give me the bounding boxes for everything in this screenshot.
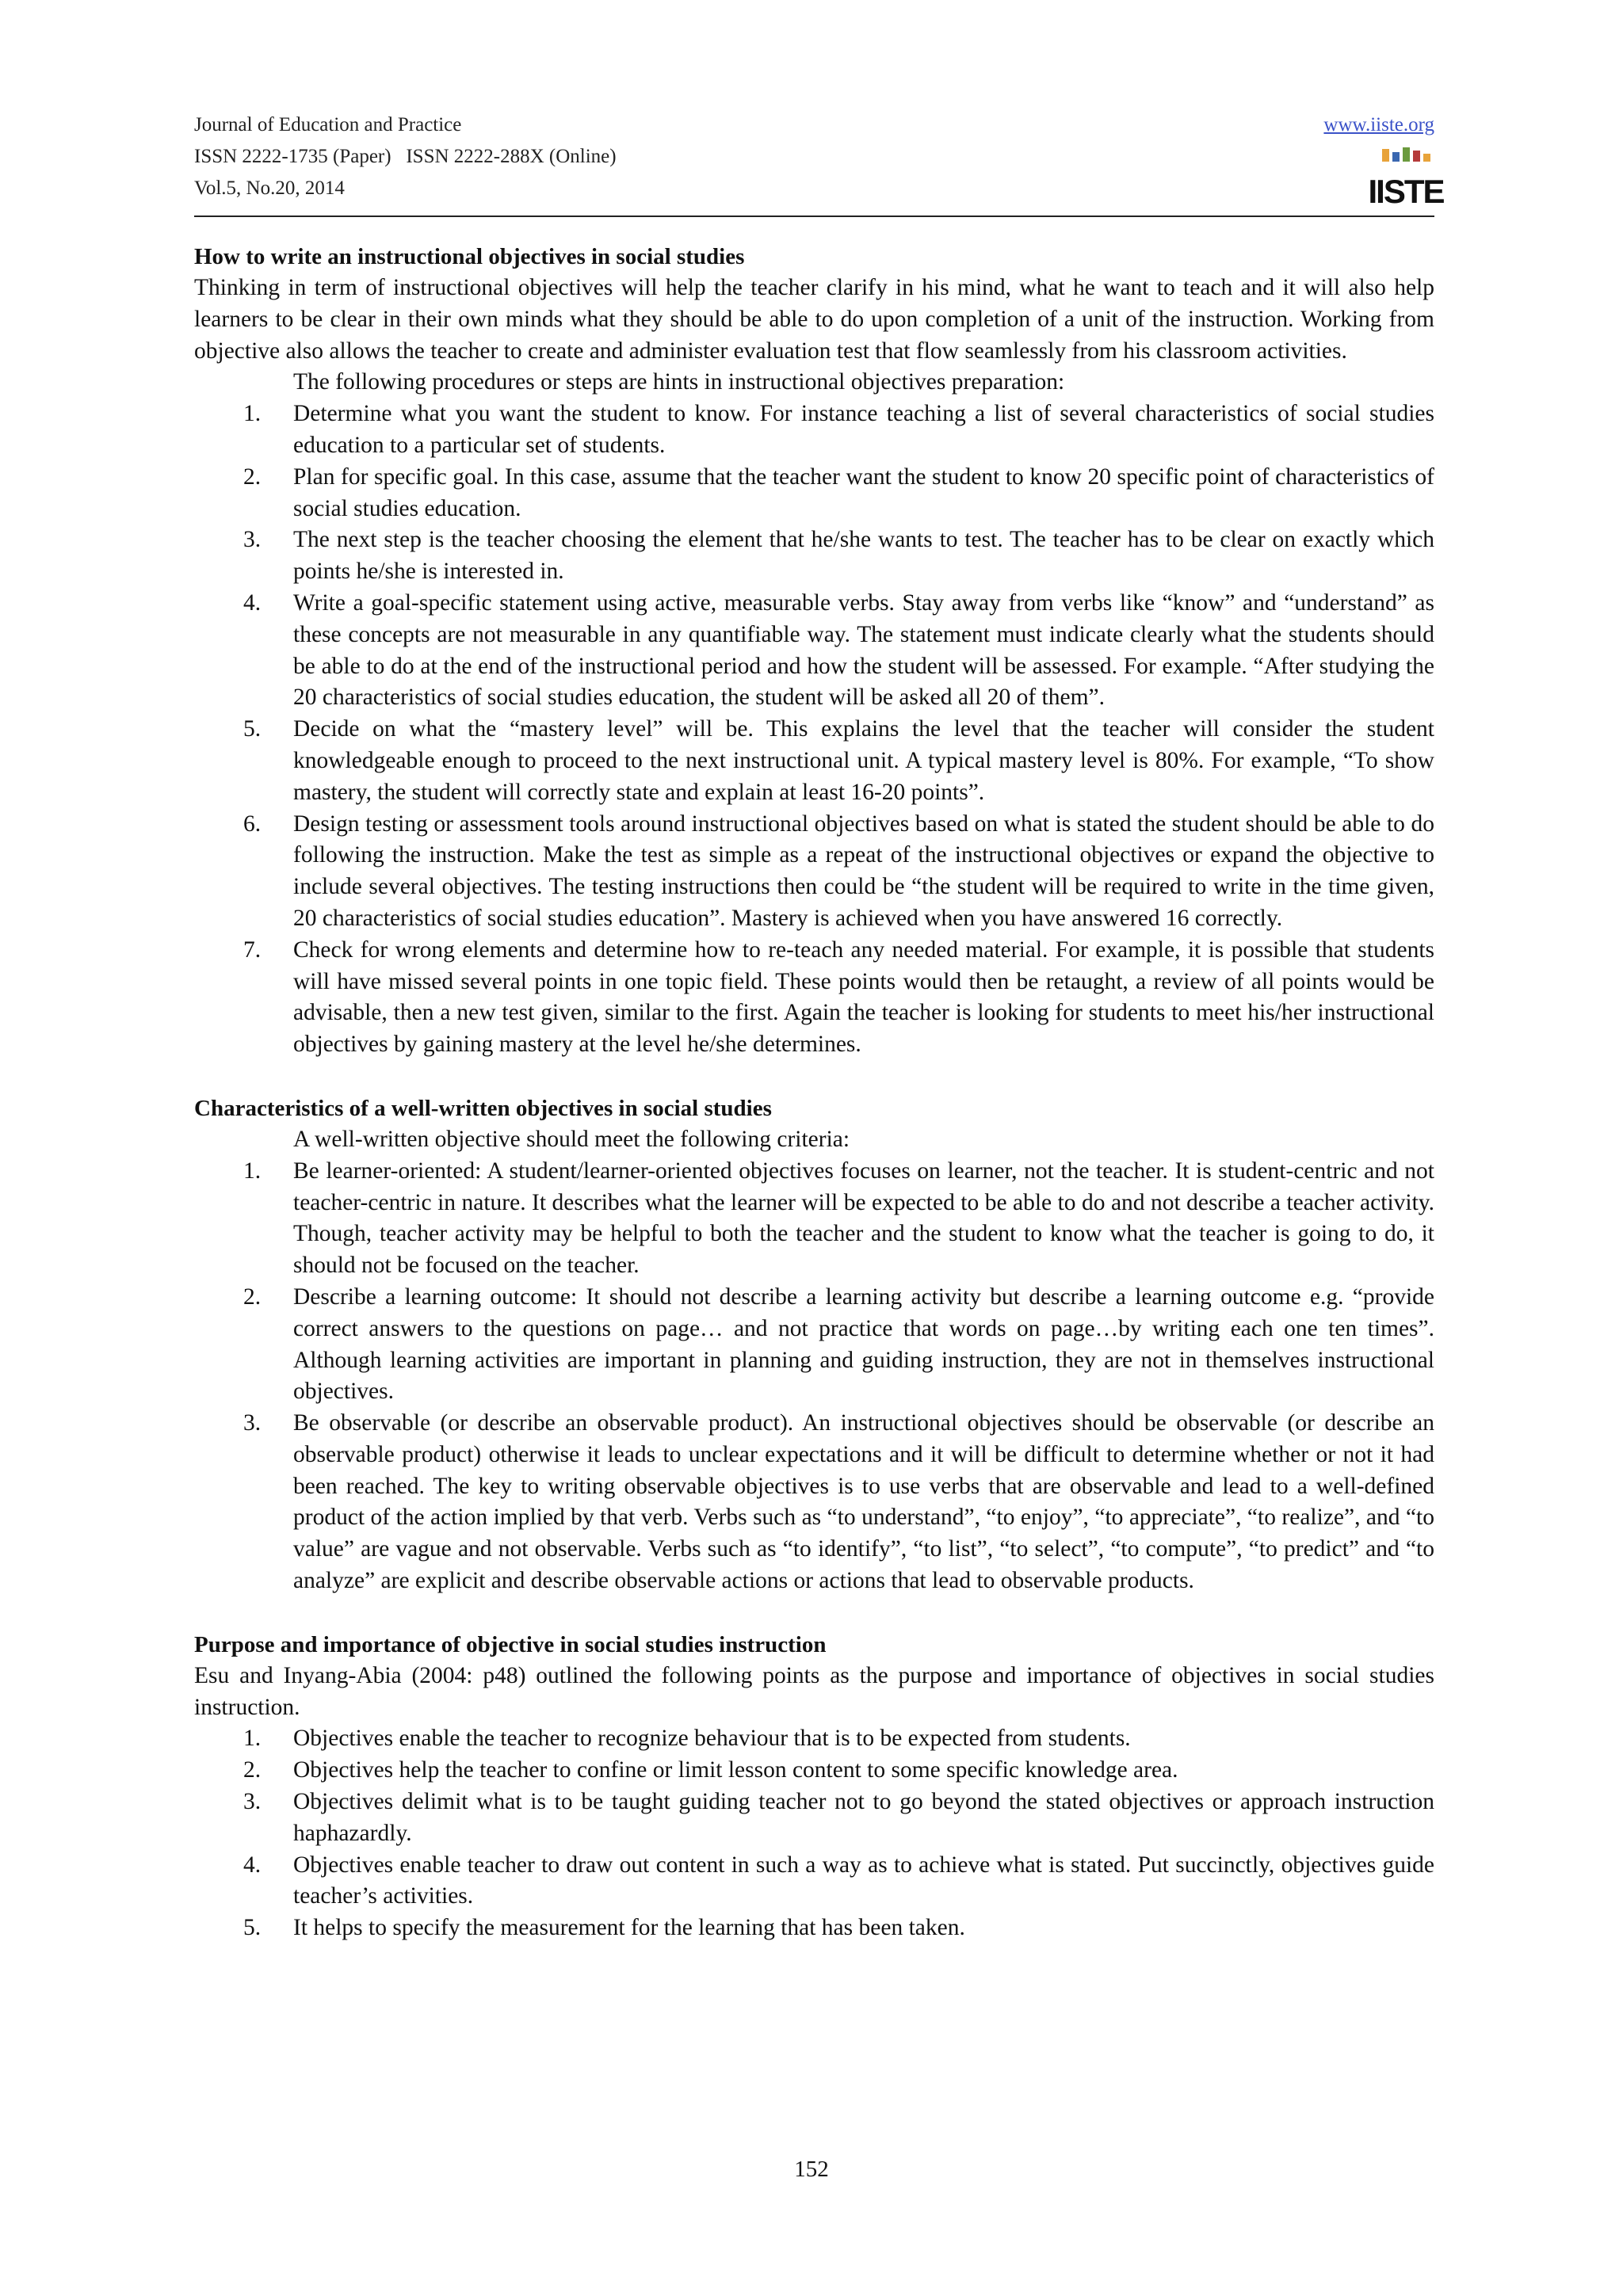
list-item [194,1282,1434,1408]
list-number: 4. [243,1852,262,1878]
list-number: 6. [243,810,262,837]
list-text: Objectives help the teacher to confine or limit lesson content to some specific knowledge area. [293,1757,1178,1783]
list-number: 1. [243,1726,262,1752]
list-number: 2. [243,463,262,490]
numbered-list [194,399,1434,1061]
list-text: Be learner-oriented: A student/learner-oriented objectives focuses on learner, not the teacher. It is student-centric and not teacher-centric in nature. It describes what the learner will be expected to be able to do and not describe a teacher activity. Though, teacher activity may be helpful to both the teacher and the student to know what the teacher is going to do, it should not be focused on the teacher. [293,1158,1434,1279]
list-item [194,588,1434,714]
page-body [194,241,1434,1944]
list-number: 5. [243,1915,262,1941]
list-item [194,714,1434,808]
volume-line: Vol.5, No.20, 2014 [194,177,345,199]
list-item [194,935,1434,1061]
list-text: Decide on what the “mastery level” will be. This explains the level that the teacher will consider the student knowledgeable enough to proceed to the next instructional unit. A typical mastery level is 80%. For example, “To show mastery, the student will correctly state and explain at least 16-20 points”. [293,716,1434,805]
numbered-list [194,1723,1434,1944]
list-item [194,1723,1434,1755]
list-item [194,399,1434,462]
list-text: Objectives enable the teacher to recognize behaviour that is to be expected from students. [293,1726,1131,1752]
list-number: 7. [243,936,262,963]
journal-name: Journal of Education and Practice [194,114,462,135]
list-number: 2. [243,1283,262,1310]
list-text: Check for wrong elements and determine how to re-teach any needed material. For example, it is possible that students will have missed several points in one topic field. These points would then be retaught, a review of all points would be advisable, then a new test given, similar to the first. Again the teacher is looking for students to meet his/her instructional objectives by gaining mastery at the level he/she determines. [293,936,1434,1058]
list-item [194,462,1434,525]
svg-text:IISTE: IISTE [1368,173,1444,210]
list-text: Objectives enable teacher to draw out content in such a way as to achieve what is stated. Put succinctly, objectives guide teacher’s activities. [293,1852,1434,1909]
list-item [194,1787,1434,1850]
page-number: 152 [794,2157,829,2182]
iiste-logo [1368,147,1444,210]
list-text: Objectives delimit what is to be taught guiding teacher not to go beyond the stated objectives or approach instruction haphazardly. [293,1789,1434,1846]
section-paragraph: Thinking in term of instructional objectives will help the teacher clarify in his mind, what he want to teach and it will also help learners to be clear in their own minds what they should be able to do upon completion of a unit of the instruction. Working from objective also allows the teacher to create and administer evaluation test that flow seamlessly from his classroom activities. [194,275,1434,364]
numbered-list [194,1156,1434,1597]
list-number: 4. [243,589,262,616]
journal-url-link[interactable]: www.iiste.org [1323,114,1434,135]
section-lead: The following procedures or steps are hints in instructional objectives preparation: [293,369,1065,395]
list-item [194,1408,1434,1597]
paper-page [194,109,1444,1944]
list-text: Determine what you want the student to know. For instance teaching a list of several characteristics of social studies education to a particular set of students. [293,401,1434,458]
section-heading: Characteristics of a well-written objectives in social studies [194,1095,772,1121]
list-text: Describe a learning outcome: It should not describe a learning activity but describe a learning outcome e.g. “provide correct answers to the questions on page… and not practice that words on page…by writing each one ten times”. Although learning activities are important in planning and guiding instruction, they are not in themselves instructional objectives. [293,1283,1434,1405]
list-item [194,524,1434,588]
list-number: 2. [243,1757,262,1783]
list-item [194,1755,1434,1787]
list-number: 5. [243,716,262,742]
list-number: 1. [243,1158,262,1184]
list-text: Plan for specific goal. In this case, assume that the teacher want the student to know 20 specific point of characteristics of social studies education. [293,463,1434,521]
list-number: 1. [243,401,262,427]
list-text: Write a goal-specific statement using active, measurable verbs. Stay away from verbs like “know” and “understand” as these concepts are not measurable in any quantifiable way. The statement must indicate clearly what the students should be able to do at the end of the instructional period and how the student will be assessed. For example. “After studying the 20 characteristics of social studies education, the student will be asked all 20 of them”. [293,589,1434,711]
section-heading: Purpose and importance of objective in social studies instruction [194,1631,827,1657]
list-item [194,1913,1434,1944]
section-paragraph: Esu and Inyang-Abia (2004: p48) outlined the following points as the purpose and importance of objectives in social studies instruction. [194,1662,1434,1720]
section-heading: How to write an instructional objectives in social studies [194,244,745,269]
list-text: Be observable (or describe an observable product). An instructional objectives should be observable (or describe an observable product) otherwise it leads to unclear expectations and it will be difficult to determine whether or not it had been reached. The key to writing observable objectives is to use verbs that are observable and lead to a well-defined product of the action implied by that verb. Verbs such as “to understand”, “to enjoy”, “to appreciate”, “to realize”, and “to value” are vague and not observable. Verbs such as “to identify”, “to list”, “to select”, “to compute”, “to predict” and “to analyze” are explicit and describe observable actions or actions that lead to observable products. [293,1410,1434,1594]
journal-header [194,109,1444,217]
issn-line: ISSN 2222-1735 (Paper) ISSN 2222-288X (Online) [194,146,617,167]
list-text: The next step is the teacher choosing the element that he/she wants to test. The teacher has to be clear on exactly which points he/she is interested in. [293,527,1434,585]
section-lead: A well-written objective should meet the following criteria: [293,1126,850,1152]
list-number: 3. [243,1410,262,1436]
list-text: Design testing or assessment tools around instructional objectives based on what is stated the student should be able to do following the instruction. Make the test as simple as a repeat of the instructional objectives or expand the objective to include several objectives. The testing instructions then could be “the student will be required to write in the time given, 20 characteristics of social studies education”. Mastery is achieved when you have answered 16 correctly. [293,810,1434,931]
list-item [194,809,1434,935]
list-item [194,1156,1434,1282]
list-number: 3. [243,527,262,553]
list-number: 3. [243,1789,262,1815]
list-item [194,1850,1434,1913]
list-text: It helps to specify the measurement for the learning that has been taken. [293,1915,965,1941]
